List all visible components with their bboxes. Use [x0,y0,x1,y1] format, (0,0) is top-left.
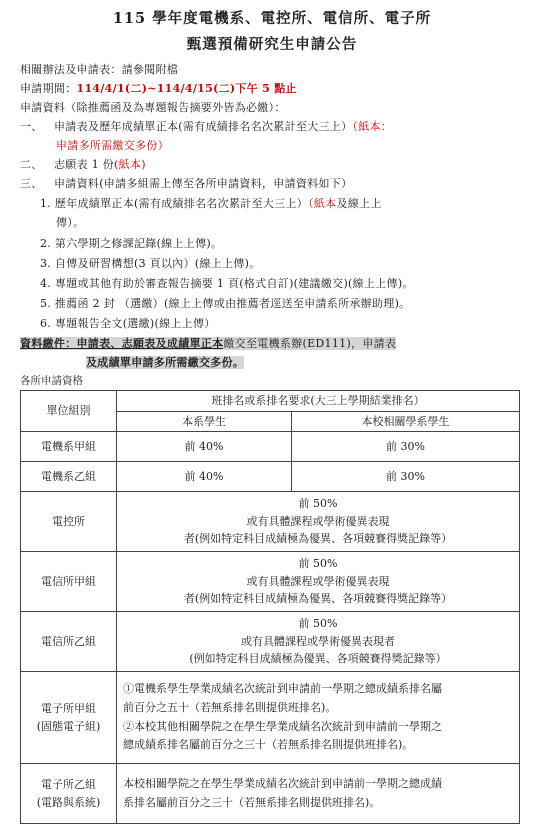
period-value: 114/4/1(二)~114/4/15(二)下午 5 點止 [76,82,297,95]
requirement-line: (例如特定科目成績極為優異、各項競賽得獎記錄等） [189,652,447,666]
subitem-5: 5. 推薦函 2 封 （選繳）(線上上傳或由推薦者逕送至申請系所承辦助理)。 [40,297,411,310]
table-row [21,552,520,612]
row-unit: 電控所 [21,492,117,552]
period-label: 申請期間： [20,82,77,95]
requirement-line: 前 50% [298,497,338,511]
row-requirement [117,764,520,824]
notice-line2: 及成績單申請多所需繳交多份。 [86,356,245,369]
item-text: 志願表 1 份 [54,158,115,171]
item-number: 一、 [20,120,43,133]
row-related: 前 30% [292,462,520,492]
subitem-text: 1. 歷年成績單正本(需有成績排名名次累計至大三上） [40,197,309,210]
table-caption: 各所申請資格 [20,375,83,387]
item-number: 三、 [20,177,43,190]
row-own: 前 40% [117,462,292,492]
application-period [20,82,297,96]
submission-notice-continued [86,356,244,370]
row-unit [21,764,117,824]
item-number: 二、 [20,158,43,171]
header-own-students: 本系學生 [117,411,292,432]
subitem-1 [40,197,382,211]
table-header-row [21,391,520,412]
table-row [21,672,520,764]
row-requirement [117,552,520,612]
requirement-line: 前 50% [298,557,338,571]
row-unit: 電信所甲組 [21,552,117,612]
row-requirement [117,612,520,672]
header-related-students: 本校相關學系學生 [292,411,520,432]
requirement-line: ①電機系學生學業成績名次統計到申請前一學期之總成績系排名屬 [123,682,442,696]
notice-bold: 資料繳件：申請表、志願表及成績單正本 [20,337,224,350]
row-unit: 電機系乙組 [21,462,117,492]
requirement-line: 本校相關學院之在學生學業成績名次統計到申請前一學期之總成績 [123,777,442,790]
item-1-note-continued: 申請多所需繳交多份） [56,139,169,152]
subitem-1-continued: 傳）。 [56,216,85,229]
subitem-3: 3. 自傳及研習構想(3 頁以內）(線上上傳)。 [40,257,261,270]
row-unit: 電信所乙組 [21,612,117,672]
item-3 [20,177,352,191]
requirement-line: 前 50% [298,617,338,631]
header-unit: 單位組別 [21,391,117,432]
table-row [21,612,520,672]
requirement-line: 前百分之五十（若無系排名則提供班排名)。 [123,701,337,714]
row-own: 前 40% [117,432,292,462]
item-text: 申請資料(申請多組需上傳至各所申請資料，申請資料如下） [54,177,353,190]
item-text: 申請表及歷年成績單正本(需有成績排名名次累計至大三上） [54,120,353,133]
subitem-note: （紙本 [308,197,337,210]
requirement-line: 總成績系排名屬前百分之三十（若無系排名則提供班排名)。 [123,738,414,752]
requirement-line: 系排名屬前百分之三十（若無系排名則提供班排名)。 [123,795,381,809]
item-2 [20,158,146,172]
requirement-line: 或有具體課程或學術優異表現 [246,574,390,588]
unit-subname: (固態電子組) [36,719,101,733]
requirement-line: 或有具體課程或學術優異表現 [246,514,390,528]
unit-name: 電子所甲組 [41,702,96,716]
row-related: 前 30% [292,432,520,462]
row-requirement [117,672,520,764]
table-row [21,432,520,462]
row-unit [21,672,117,764]
requirement-line: 者(例如特定科目成績極為優異、各項競賽得獎記錄等） [183,532,453,546]
table-row [21,462,520,492]
requirement-line: ②本校其他相關學院之在學生學業成績名次統計到申請前一學期之 [123,719,442,733]
requirement-line: 者(例如特定科目成績極為優異、各項競賽得獎記錄等） [183,592,453,606]
subitem-6: 6. 專題報告全文(選繳)(線上上傳） [40,317,216,330]
requirement-line: 或有具體課程或學術優異表現者 [241,634,395,648]
page-title: 115 學年度電機系、電控所、電信所、電子所 [112,10,432,27]
item-1 [20,120,392,134]
item-note: （紙本： [352,120,393,133]
page-subtitle: 甄選預備研究生申請公告 [186,36,358,53]
unit-subname: (電路與系統) [36,795,101,809]
materials-heading: 申請資料（除推薦函及為專題報告摘要外皆為必繳）： [20,101,286,114]
table-row [21,492,520,552]
table-row [21,764,520,824]
subitem-after: 及線上上 [336,197,382,210]
header-rank: 班排名或系排名要求(大三上學期結業排名） [117,391,520,412]
subitem-2: 2. 第六學期之修課記錄(線上上傳)。 [40,237,223,250]
row-unit: 電機系甲組 [21,432,117,462]
forms-note: 相關辦法及申請表：請參閱附檔 [20,63,179,76]
unit-name: 電子所乙組 [41,778,96,792]
row-requirement [117,492,520,552]
notice-normal: 繳交至電機系辦(ED111)，申請表 [223,337,397,350]
item-note: (紙本) [114,158,146,171]
eligibility-table [20,390,520,824]
submission-notice [20,337,396,351]
subitem-4: 4. 專題或其他有助於審查報告摘要 1 頁(格式自訂)(建議繳交)(線上上傳)。 [40,277,414,290]
